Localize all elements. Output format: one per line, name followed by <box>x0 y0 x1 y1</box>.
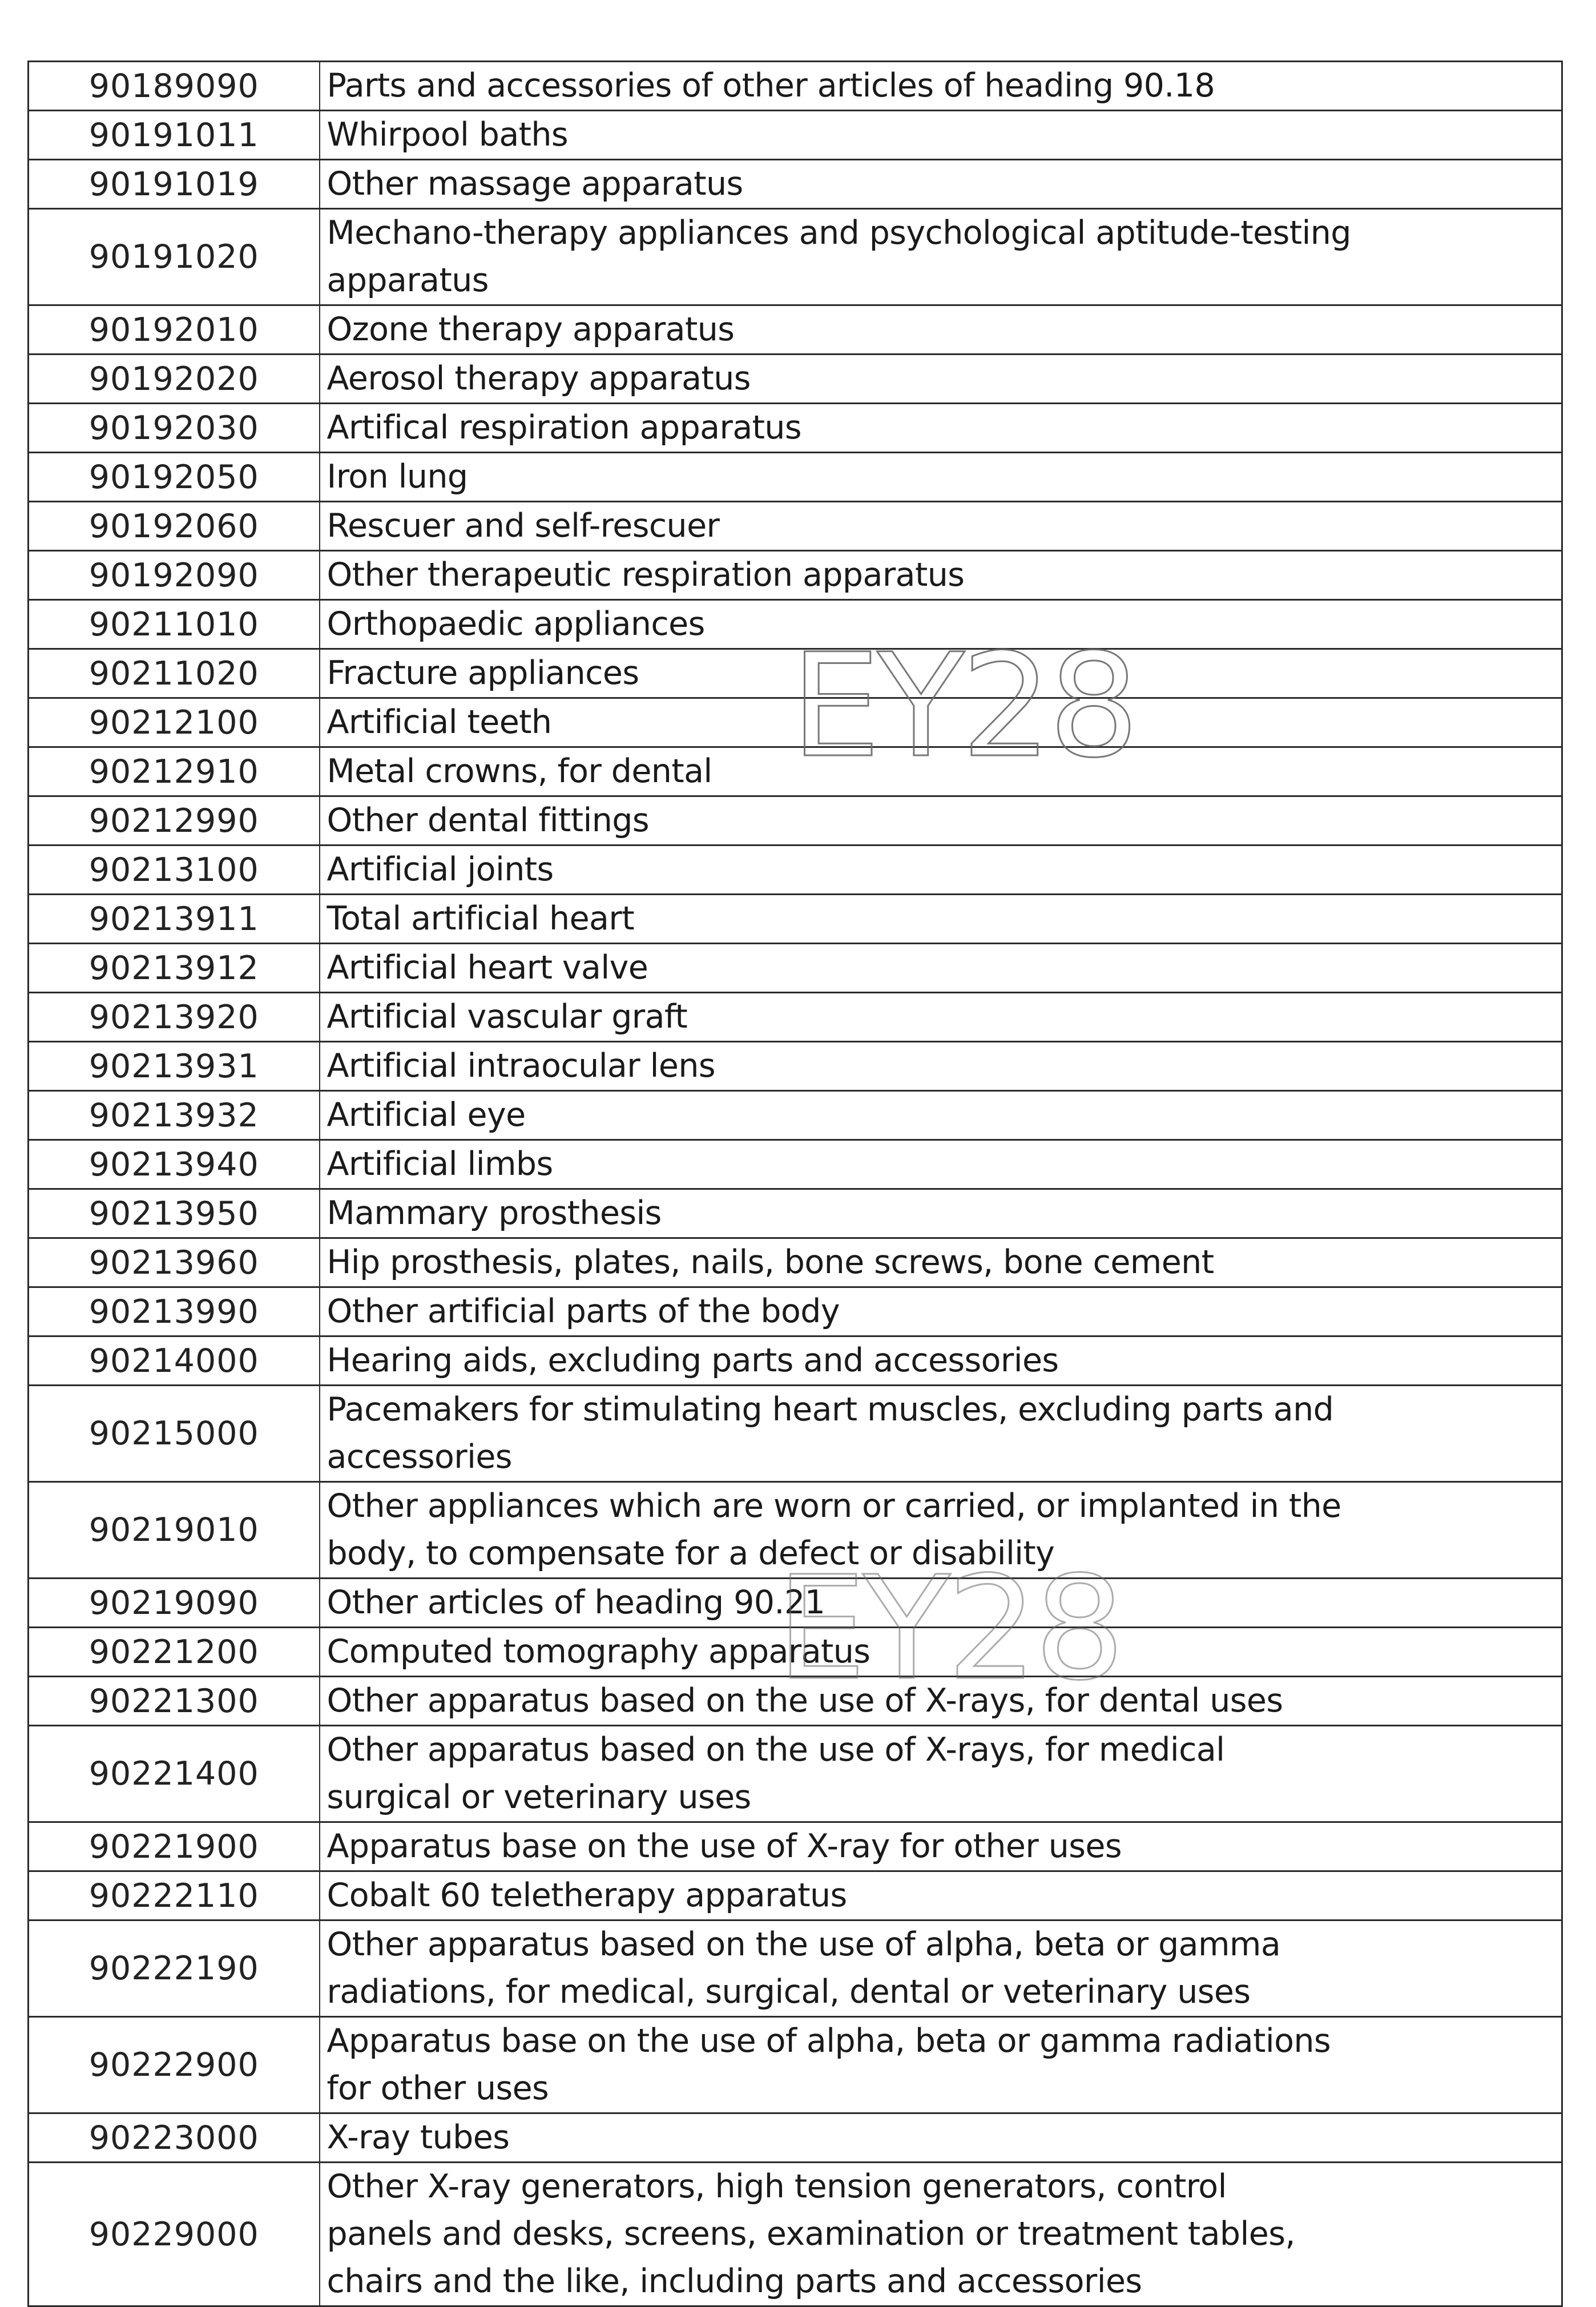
description-cell <box>320 305 1562 355</box>
tariff-code-cell: 90213960 <box>29 1238 320 1287</box>
description-cell <box>320 2017 1562 2113</box>
tariff-code-cell: 90221900 <box>29 1822 320 1871</box>
tariff-code-cell: 90192060 <box>29 502 320 551</box>
description-line: Mammary prosthesis <box>327 1194 662 1232</box>
table-row <box>29 698 1562 747</box>
table-row <box>29 1822 1562 1871</box>
description-cell <box>320 209 1562 305</box>
table-row <box>29 1042 1562 1091</box>
description-cell <box>320 993 1562 1042</box>
tariff-code-cell: 90213912 <box>29 944 320 993</box>
table-row <box>29 1677 1562 1726</box>
table-row <box>29 1871 1562 1921</box>
tariff-code-cell: 90192010 <box>29 305 320 355</box>
description-line: radiations, for medical, surgical, dental or veterinary uses <box>327 1973 1251 2011</box>
table-row <box>29 2113 1562 2163</box>
description-line: Artificial intraocular lens <box>327 1047 715 1085</box>
table-row <box>29 355 1562 404</box>
description-line: Other apparatus based on the use of X-rays, for dental uses <box>327 1682 1283 1720</box>
description-cell <box>320 846 1562 895</box>
tariff-code-cell: 90191020 <box>29 209 320 305</box>
table-row <box>29 1579 1562 1628</box>
table-row <box>29 2017 1562 2113</box>
table-row <box>29 846 1562 895</box>
table-row <box>29 1238 1562 1287</box>
description-cell <box>320 111 1562 160</box>
description-line: Total artificial heart <box>327 900 634 937</box>
description-line: Cobalt 60 teletherapy apparatus <box>327 1877 847 1914</box>
table-row <box>29 502 1562 551</box>
description-cell <box>320 895 1562 944</box>
table-row <box>29 600 1562 649</box>
table-row <box>29 1287 1562 1336</box>
table-row <box>29 1482 1562 1579</box>
tariff-code-cell: 90192030 <box>29 404 320 453</box>
tariff-code-cell: 90191011 <box>29 111 320 160</box>
tariff-code-cell: 90229000 <box>29 2163 320 2306</box>
description-line: Artificial eye <box>327 1096 526 1134</box>
description-line: surgical or veterinary uses <box>327 1778 751 1816</box>
table-row <box>29 993 1562 1042</box>
description-line: Artifical respiration apparatus <box>327 409 802 446</box>
description-cell <box>320 1042 1562 1091</box>
description-cell <box>320 62 1562 111</box>
table-row <box>29 209 1562 305</box>
description-line: Fracture appliances <box>327 654 639 692</box>
description-line: Iron lung <box>327 458 468 496</box>
description-line: Whirpool baths <box>327 116 569 154</box>
tariff-code-cell: 90213990 <box>29 1287 320 1336</box>
description-cell <box>320 502 1562 551</box>
description-cell <box>320 1238 1562 1287</box>
description-line: Artificial joints <box>327 851 554 888</box>
description-cell <box>320 1091 1562 1140</box>
table-row <box>29 944 1562 993</box>
tariff-code-cell: 90212990 <box>29 796 320 846</box>
description-line: Artificial limbs <box>327 1145 553 1183</box>
table-row <box>29 404 1562 453</box>
watermark-stamp: EY28 <box>776 1545 1122 1712</box>
description-cell <box>320 2163 1562 2306</box>
table-row <box>29 1921 1562 2017</box>
description-line: Computed tomography apparatus <box>327 1633 870 1670</box>
description-line: Other apparatus based on the use of alpha, beta or gamma <box>327 1926 1281 1963</box>
description-line: Metal crowns, for dental <box>327 752 712 790</box>
description-cell <box>320 1726 1562 1822</box>
description-cell <box>320 2113 1562 2163</box>
description-cell <box>320 1677 1562 1726</box>
description-line: Ozone therapy apparatus <box>327 311 735 348</box>
description-line: Other therapeutic respiration apparatus <box>327 556 965 594</box>
description-line: Hearing aids, excluding parts and accessories <box>327 1342 1059 1379</box>
table-row <box>29 551 1562 600</box>
table-row <box>29 111 1562 160</box>
description-cell <box>320 453 1562 502</box>
tariff-code-cell: 90213940 <box>29 1140 320 1189</box>
description-cell <box>320 1189 1562 1238</box>
description-line: Orthopaedic appliances <box>327 605 705 643</box>
table-row <box>29 1091 1562 1140</box>
table-row <box>29 305 1562 355</box>
tariff-code-cell: 90221400 <box>29 1726 320 1822</box>
description-line: Hip prosthesis, plates, nails, bone screws, bone cement <box>327 1243 1214 1281</box>
table-row <box>29 796 1562 846</box>
description-cell <box>320 944 1562 993</box>
description-line: Parts and accessories of other articles of heading 90.18 <box>327 67 1215 104</box>
description-line: Other dental fittings <box>327 802 649 839</box>
description-cell <box>320 747 1562 796</box>
description-line: Mechano-therapy appliances and psychological aptitude-testing <box>327 214 1351 252</box>
table-row <box>29 1726 1562 1822</box>
description-line: Apparatus base on the use of alpha, beta or gamma radiations <box>327 2022 1331 2060</box>
description-cell <box>320 796 1562 846</box>
table-row <box>29 2163 1562 2306</box>
description-cell <box>320 1921 1562 2017</box>
tariff-code-cell: 90189090 <box>29 62 320 111</box>
description-line: Rescuer and self-rescuer <box>327 507 720 545</box>
tariff-code-cell: 90191019 <box>29 160 320 209</box>
description-line: Other massage apparatus <box>327 165 743 203</box>
tariff-code-cell: 90213920 <box>29 993 320 1042</box>
table-row <box>29 1140 1562 1189</box>
description-line: Other appliances which are worn or carried, or implanted in the <box>327 1487 1341 1525</box>
description-line: Other X-ray generators, high tension generators, control <box>327 2168 1227 2205</box>
tariff-code-cell: 90211010 <box>29 600 320 649</box>
table-row <box>29 1628 1562 1677</box>
table-row <box>29 895 1562 944</box>
description-cell <box>320 1386 1562 1482</box>
description-cell <box>320 649 1562 698</box>
tariff-code-cell: 90222190 <box>29 1921 320 2017</box>
tariff-code-cell: 90213932 <box>29 1091 320 1140</box>
tariff-code-cell: 90213950 <box>29 1189 320 1238</box>
table-row <box>29 747 1562 796</box>
tariff-code-cell: 90214000 <box>29 1336 320 1386</box>
tariff-code-cell: 90222110 <box>29 1871 320 1921</box>
tariff-code-cell: 90192090 <box>29 551 320 600</box>
description-cell <box>320 1871 1562 1921</box>
watermark-stamp: EY28 <box>791 623 1136 789</box>
description-cell <box>320 1482 1562 1579</box>
description-cell <box>320 1579 1562 1628</box>
description-line: Artificial teeth <box>327 703 552 741</box>
description-line: body, to compensate for a defect or disability <box>327 1535 1055 1572</box>
description-cell <box>320 1140 1562 1189</box>
tariff-code-cell: 90213100 <box>29 846 320 895</box>
description-line: Other artificial parts of the body <box>327 1293 840 1330</box>
table-row <box>29 1189 1562 1238</box>
tariff-code-cell: 90213931 <box>29 1042 320 1091</box>
description-line: Artificial vascular graft <box>327 998 688 1036</box>
description-cell <box>320 1287 1562 1336</box>
description-line: apparatus <box>327 261 489 299</box>
tariff-code-cell: 90212910 <box>29 747 320 796</box>
description-cell <box>320 698 1562 747</box>
table-row <box>29 160 1562 209</box>
description-cell <box>320 1628 1562 1677</box>
table-row <box>29 62 1562 111</box>
tariff-code-cell: 90221300 <box>29 1677 320 1726</box>
tariff-code-cell: 90215000 <box>29 1386 320 1482</box>
description-line: Aerosol therapy apparatus <box>327 360 751 397</box>
tariff-code-cell: 90219090 <box>29 1579 320 1628</box>
description-line: chairs and the like, including parts and accessories <box>327 2262 1142 2300</box>
description-cell <box>320 600 1562 649</box>
description-line: Artificial heart valve <box>327 949 648 987</box>
tariff-code-table <box>27 61 1563 2307</box>
description-cell <box>320 551 1562 600</box>
tariff-code-cell: 90219010 <box>29 1482 320 1579</box>
tariff-code-cell: 90222900 <box>29 2017 320 2113</box>
description-line: Apparatus base on the use of X-ray for other uses <box>327 1827 1122 1865</box>
tariff-code-cell: 90213911 <box>29 895 320 944</box>
tariff-code-cell: 90211020 <box>29 649 320 698</box>
table-row <box>29 649 1562 698</box>
description-line: Other articles of heading 90.21 <box>327 1584 825 1621</box>
description-cell <box>320 160 1562 209</box>
table-row <box>29 1386 1562 1482</box>
description-line: for other uses <box>327 2070 549 2107</box>
tariff-code-cell: 90221200 <box>29 1628 320 1677</box>
table-row <box>29 1336 1562 1386</box>
description-cell <box>320 355 1562 404</box>
table-row <box>29 453 1562 502</box>
description-line: accessories <box>327 1438 512 1476</box>
tariff-code-cell: 90223000 <box>29 2113 320 2163</box>
table-body <box>29 62 1562 2306</box>
tariff-code-cell: 90192050 <box>29 453 320 502</box>
description-line: Other apparatus based on the use of X-rays, for medical <box>327 1731 1225 1769</box>
tariff-code-cell: 90212100 <box>29 698 320 747</box>
description-cell <box>320 1336 1562 1386</box>
description-line: Pacemakers for stimulating heart muscles, excluding parts and <box>327 1391 1334 1428</box>
tariff-code-cell: 90192020 <box>29 355 320 404</box>
description-line: panels and desks, screens, examination or treatment tables, <box>327 2215 1295 2253</box>
description-cell <box>320 404 1562 453</box>
description-line: X-ray tubes <box>327 2119 510 2156</box>
description-cell <box>320 1822 1562 1871</box>
